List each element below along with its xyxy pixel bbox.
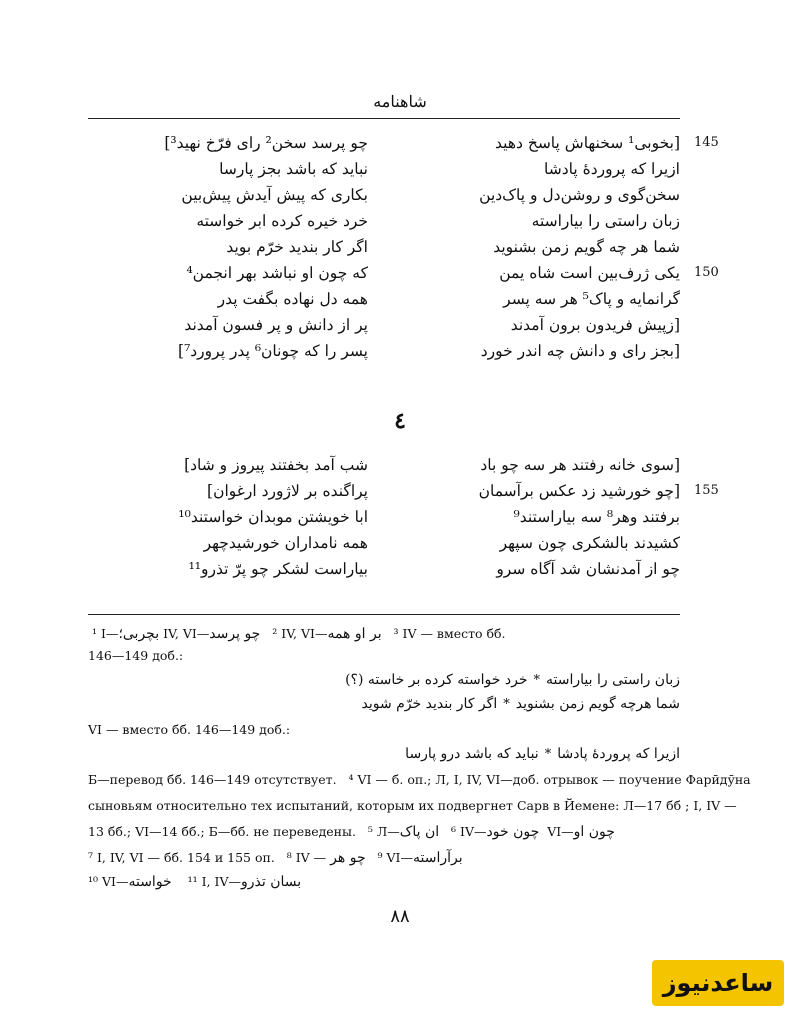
hemistich-first: [بخوبی¹ سخنهاش پاسخ دهید — [495, 134, 680, 152]
hemistich-first: [سوی خانه رفتند هر سه چو باد — [480, 456, 680, 474]
footnote-label: ⁹ VI— — [377, 850, 413, 865]
footnote-line — [88, 648, 676, 663]
footnote-line — [88, 722, 676, 737]
hemistich-second: بیاراست لشکر چو پرّ تذرو¹¹ — [188, 560, 368, 578]
hemistich-second: پر از دانش و پر فسون آمدند — [184, 316, 368, 334]
hemistich-second: همه نامداران خورشیدچهر — [203, 534, 368, 552]
hemistich-first: [چو خورشید زد عکس برآسمان — [478, 482, 680, 500]
line-number: 155 — [694, 483, 719, 498]
verse-block-2 — [88, 452, 719, 582]
footnote-text: 13 бб.; VI—14 бб.; Б—бб. не переведены. — [88, 824, 356, 839]
footnote-line — [88, 772, 751, 787]
hemistich-first: [بجز رای و دانش چه اندر خورد — [480, 342, 680, 360]
hemistich-second: ابا خویشتن موبدان خواستند¹⁰ — [178, 508, 368, 526]
footnote-label: ⁸ IV — — [286, 850, 327, 865]
verse-row — [88, 478, 719, 504]
footnote-label: ¹⁰ VI— — [88, 874, 129, 889]
footnote-line — [92, 626, 680, 642]
verse-row — [88, 286, 680, 312]
verse-row — [88, 130, 719, 156]
hemistich-second: چو پرسد سخن² رای فرّخ نهید³] — [164, 134, 368, 152]
hemistich-first: چو از آمدنشان شد آگاه سرو — [496, 560, 680, 578]
footnote-addition-line — [92, 746, 680, 762]
hemistich-second: شب آمد بخفتند پیروز و شاد] — [184, 456, 368, 474]
verse-row — [88, 312, 680, 338]
hemistich-second: پراگنده بر لاژورد ارغوان] — [207, 482, 368, 500]
addition-right: زبان راستی را بیاراسته — [546, 672, 680, 688]
page-number: ۸۸ — [390, 906, 410, 927]
footnote-text: ⁴ VI — б. оп.; Л, I, IV, VI—доб. отрывок — поучение Фарӣдӯна — [348, 772, 751, 787]
hemistich-second: پسر را که چونان⁶ پدر پرورد⁷] — [178, 342, 368, 360]
footnote-line — [88, 798, 737, 813]
verse-block-1 — [88, 130, 719, 364]
verse-row — [88, 530, 680, 556]
footnote-label: ² IV, VI— — [272, 626, 328, 641]
addition-right: ازیرا که پروردهٔ پادشا — [557, 746, 680, 762]
verse-row — [88, 504, 680, 530]
hemistich-first: شما هر چه گویم زمن بشنوید — [493, 238, 680, 256]
hemistich-second: بکاری که پیش آیدش پیش‌بین — [181, 186, 368, 204]
watermark-text: ساعدنیوز — [662, 969, 774, 997]
hemistich-first: برفتند وهر⁸ سه بیاراستند⁹ — [513, 508, 680, 526]
star-mark: * — [544, 747, 552, 762]
footnote-line — [88, 874, 676, 890]
verse-row — [88, 182, 680, 208]
verse-row — [88, 338, 680, 364]
footnote-addition-line — [92, 696, 680, 712]
footnote-label: ⁵ Л— — [367, 824, 400, 839]
footnote-line — [88, 850, 676, 866]
footnote-text: ³ IV — вместо бб. — [393, 626, 506, 641]
footnote-persian: بچربی؛ — [118, 626, 160, 642]
addition-left: اگر کار بندید خرّم شوید — [361, 696, 498, 712]
star-mark: * — [503, 697, 510, 712]
star-mark: * — [533, 673, 541, 688]
hemistich-first: یکی ژرف‌بین است شاه یمن — [499, 264, 680, 282]
header-rule — [88, 118, 680, 119]
hemistich-second: اگر کار بندید خرّم بوید — [226, 238, 368, 256]
hemistich-first: [زپیش فریدون برون آمدند — [510, 316, 680, 334]
hemistich-first: کشیدند بالشکری چون سپهر — [499, 534, 680, 552]
footnote-persian: چو پرسد — [209, 626, 261, 642]
footnote-persian: برآراسته — [412, 850, 463, 866]
footnote-persian: خواسته — [128, 874, 172, 890]
hemistich-second: نباید که باشد بجز پارسا — [219, 160, 368, 178]
footnote-label: ¹ I— — [92, 626, 119, 641]
footnote-label: IV, VI— — [159, 626, 210, 641]
footnote-addition-line — [92, 672, 680, 688]
footnote-text: Б—перевод бб. 146—149 отсутствует. — [88, 772, 337, 787]
footnote-persian: بسان تذرو — [240, 874, 302, 890]
section-number: ٤ — [394, 408, 406, 434]
addition-right: شما هرچه گویم زمن بشنوید — [515, 696, 680, 712]
footnote-persian: چون خود — [486, 824, 540, 840]
hemistich-second: خرد خیره کرده ابر خواسته — [196, 212, 368, 230]
footnote-persian: بر او همه — [327, 626, 382, 642]
verse-row — [88, 452, 680, 478]
footnote-persian: ان پاک — [399, 824, 440, 840]
footnote-text: сыновьям относительно тех испытаний, которым их подвергнет Сарв в Йемене: Л—17 бб ; I, IV — — [88, 798, 737, 813]
footnote-text: ⁷ I, IV, VI — бб. 154 и 155 оп. — [88, 850, 275, 865]
verse-row — [88, 260, 719, 286]
addition-left: خرد خواسته کرده بر خاسته (؟) — [345, 672, 528, 688]
footnote-text: VI — вместо бб. 146—149 доб.: — [88, 722, 291, 737]
hemistich-first: گرانمایه و پاک⁵ هر سه پسر — [503, 290, 680, 308]
hemistich-second: همه دل نهاده بگفت پدر — [217, 290, 368, 308]
footnote-text: 146—149 доб.: — [88, 648, 184, 663]
footnote-label: ¹¹ I, IV— — [187, 874, 241, 889]
watermark-logo — [652, 960, 784, 1006]
verse-row — [88, 208, 680, 234]
running-header-title: شاهنامه — [373, 92, 427, 111]
verse-row — [88, 156, 680, 182]
footnote-persian: چون او — [573, 824, 615, 840]
footnote-label: ⁶ IV— — [451, 824, 487, 839]
verse-row — [88, 234, 680, 260]
hemistich-first: سخن‌گوی و روشن‌دل و پاک‌دین — [479, 186, 680, 204]
hemistich-second: که چون او نباشد بهر انجمن⁴ — [186, 264, 368, 282]
footnote-persian: چو هر — [330, 850, 366, 866]
line-number: 150 — [694, 265, 719, 280]
verse-row — [88, 556, 680, 582]
footnote-rule — [88, 614, 680, 615]
hemistich-first: زبان راستی را بیاراسته — [531, 212, 680, 230]
addition-left: نباید که باشد درو پارسا — [405, 746, 539, 762]
footnote-label: VI— — [547, 824, 574, 839]
footnote-line — [88, 824, 676, 840]
line-number: 145 — [694, 135, 719, 150]
hemistich-first: ازیرا که پروردهٔ پادشا — [544, 160, 680, 178]
